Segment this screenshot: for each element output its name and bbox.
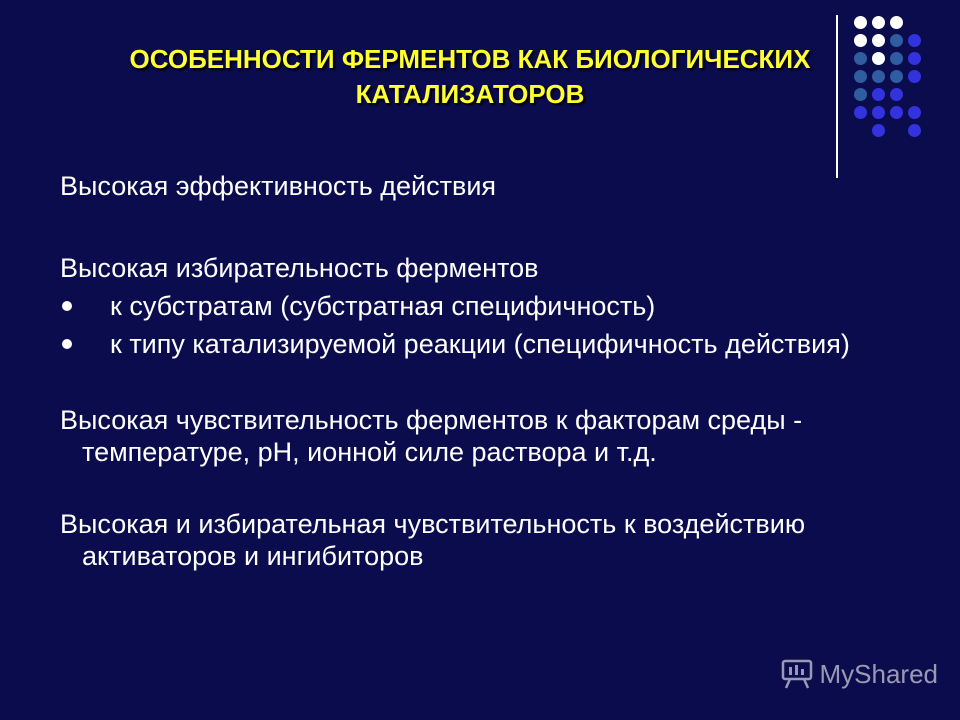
- sub-list-item-text: к типу катализируемой реакции (специфичность действия): [110, 329, 850, 359]
- list-item-efficiency: Высокая эффективность действия: [60, 171, 497, 201]
- list-item-activators-inhibitors: Высокая и избирательная чувствительность к воздействию активаторов и ингибиторов: [60, 509, 806, 571]
- decorative-dot: [890, 16, 903, 29]
- decorative-dot: [854, 16, 867, 29]
- slide-body: [60, 170, 920, 572]
- sub-list-item-substrates: [60, 290, 920, 322]
- watermark-text: MyShared: [819, 658, 938, 689]
- list-item-selectivity: Высокая избирательность ферментов: [60, 253, 539, 283]
- slide-title-line-2: КАТАЛИЗАТОРОВ: [355, 79, 585, 109]
- decorative-dot: [908, 124, 921, 137]
- slide-title: [30, 42, 910, 112]
- decorative-dot: [872, 16, 885, 29]
- sub-list-item-reaction-type: [60, 328, 920, 360]
- presentation-board-icon: [780, 658, 814, 690]
- bullet-icon: [62, 339, 72, 349]
- list-item-sensitivity: Высокая чувствительность ферментов к факторам среды - температуре, рН, ионной силе раствора и т.д.: [60, 405, 803, 467]
- watermark: [780, 658, 939, 690]
- bullet-icon: [62, 301, 72, 311]
- sub-list-item-text: к субстратам (субстратная специфичность): [110, 291, 656, 321]
- decorative-dot: [872, 124, 885, 137]
- slide-title-line-1: ОСОБЕННОСТИ ФЕРМЕНТОВ КАК БИОЛОГИЧЕСКИХ: [129, 44, 811, 74]
